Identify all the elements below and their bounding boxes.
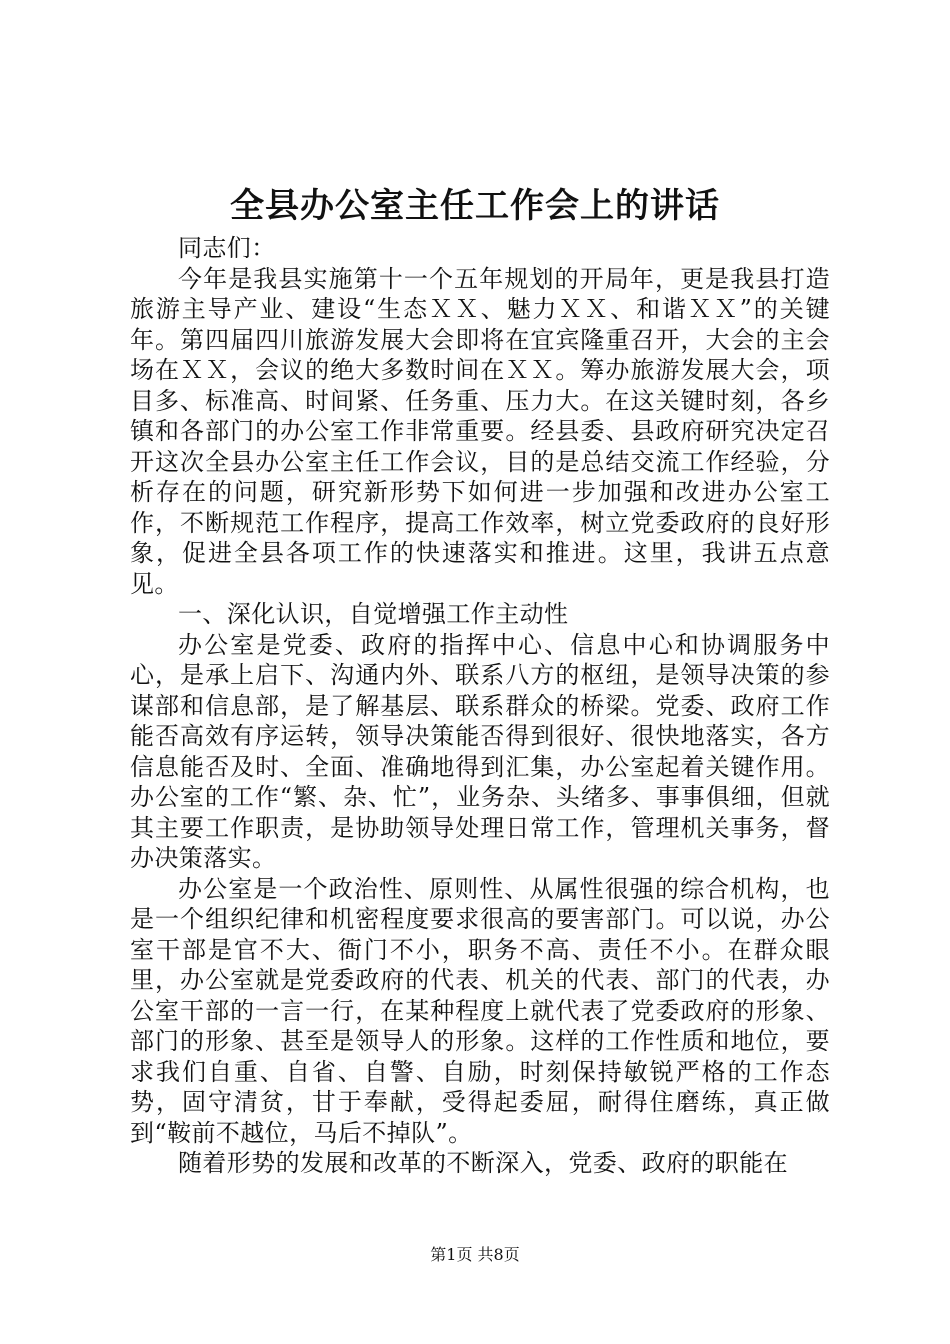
paragraph-reform: 随着形势的发展和改革的不断深入，党委、政府的职能在 [178, 1149, 788, 1177]
page-footer: 第1页 共8页 [430, 1245, 520, 1264]
paragraph-office-role: 办公室是党委、政府的指挥中心、信息中心和协调服务中心，是承上启下、沟通内外、联系八方的枢纽，是领导决策的参谋部和信息部，是了解基层、联系群众的桥梁。党委、政府工作能否高效有序运转，领导决策能否得到很好、很快地落实，各方信息能否及时、全面、准确地得到汇集，办公室起着关键作用。办公室的工作“繁、杂、忙”，业务杂、头绪多、事事俱细，但就其主要工作职责，是协助领导处理日常工作，管理机关事务，督办决策落实。 [130, 630, 830, 872]
document-body [130, 233, 830, 1179]
document-title: 全县办公室主任工作会上的讲话 [230, 186, 720, 226]
paragraph-office-nature: 办公室是一个政治性、原则性、从属性很强的综合机构，也是一个组织纪律和机密程度要求很高的要害部门。可以说，办公室干部是官不大、衙门不小，职务不高、责任不小。在群众眼里，办公室就是党委政府的代表、机关的代表、部门的代表，办公室干部的一言一行，在某种程度上就代表了党委政府的形象、部门的形象、甚至是领导人的形象。这样的工作性质和地位，要求我们自重、自省、自警、自励，时刻保持敏锐严格的工作态势，固守清贫，甘于奉献，受得起委屈，耐得住磨练，真正做到“鞍前不越位，马后不掉队”。 [130, 874, 830, 1147]
paragraph-intro: 今年是我县实施第十一个五年规划的开局年，更是我县打造旅游主导产业、建设“生态ＸＸ、魅力ＸＸ、和谐ＸＸ”的关键年。第四届四川旅游发展大会即将在宜宾隆重召开，大会的主会场在ＸＸ，会议的绝大多数时间在ＸＸ。筹办旅游发展大会，项目多、标准高、时间紧、任务重、压力大。在这关键时刻，各乡镇和各部门的办公室工作非常重要。经县委、县政府研究决定召开这次全县办公室主任工作会议，目的是总结交流工作经验，分析存在的问题，研究新形势下如何进一步加强和改进办公室工作，不断规范工作程序，提高工作效率，树立党委政府的良好形象，促进全县各项工作的快速落实和推进。这里，我讲五点意见。 [130, 264, 830, 598]
salutation: 同志们： [178, 234, 276, 262]
section-heading-1: 一、深化认识，自觉增强工作主动性 [178, 600, 569, 628]
